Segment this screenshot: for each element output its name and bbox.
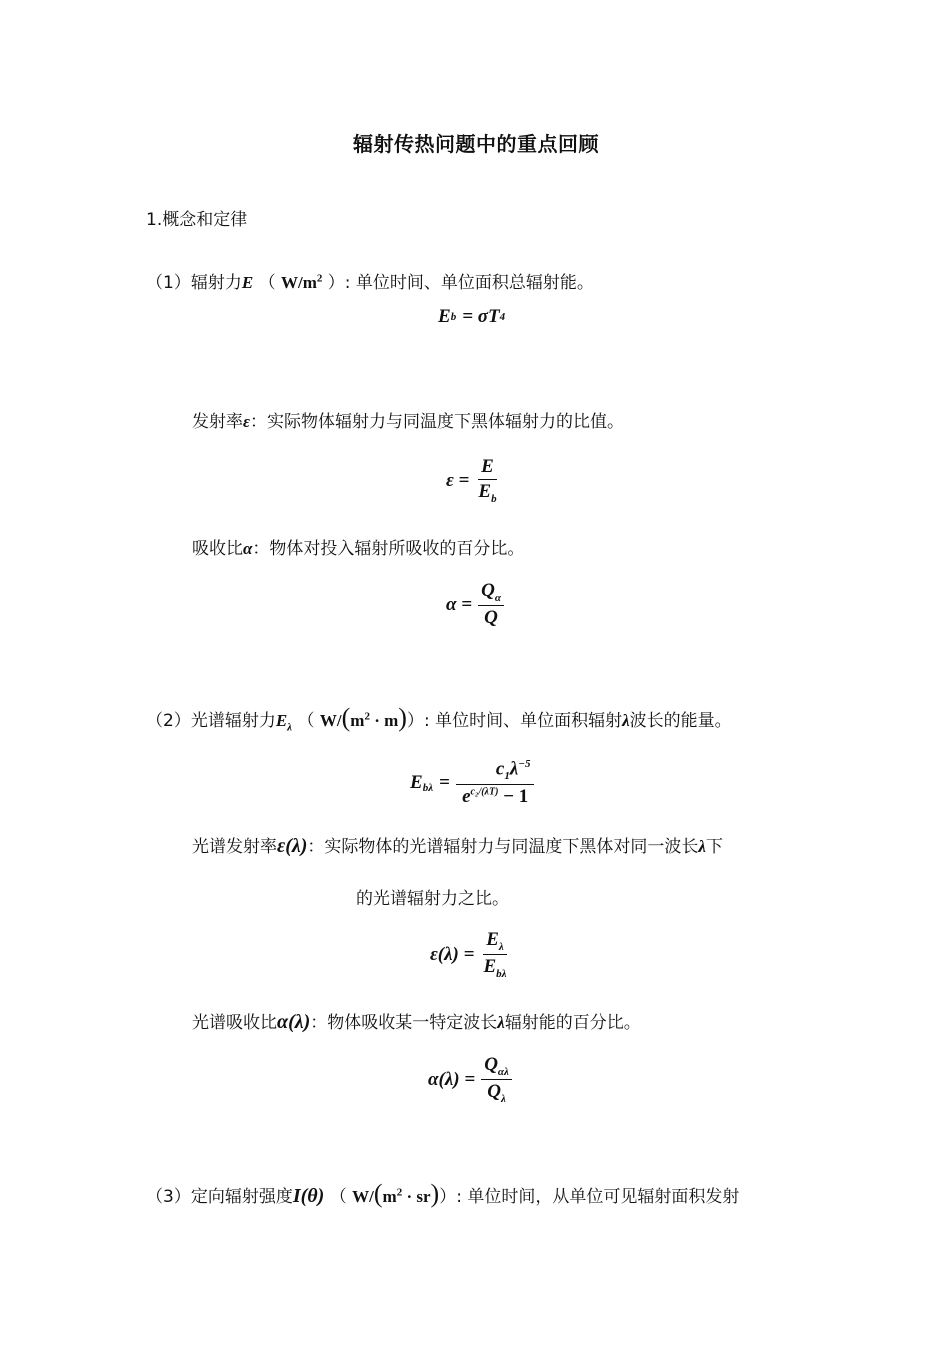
- item1-unit-exp: 2: [316, 272, 323, 285]
- formula-spectral-absorptivity-den: [484, 1080, 509, 1105]
- item3-unit-a: W/: [352, 1187, 374, 1206]
- item2-line: [146, 705, 732, 733]
- formula-absorptivity-lhs: α =: [446, 593, 473, 615]
- formula-absorptivity-num-main: Q: [481, 580, 495, 601]
- formula-planck-den-sup: c₂/(λT): [470, 786, 499, 798]
- formula-eb-lhs-sub: b: [450, 311, 457, 323]
- formula-emissivity-den: [475, 480, 499, 505]
- formula-eb-lhs: E: [438, 306, 451, 327]
- formula-spectral-emissivity-num: [483, 929, 507, 955]
- formula-planck-den: [459, 785, 531, 808]
- emissivity-line: [192, 407, 624, 432]
- formula-spectral-absorptivity-lhs: α(λ) =: [428, 1068, 476, 1090]
- item2-unit: [319, 703, 407, 732]
- formula-spectral-emissivity-fraction: [480, 929, 509, 981]
- item2-unit-c: · m: [369, 711, 399, 730]
- formula-emissivity-den-sub: b: [491, 492, 497, 505]
- item3-desc: : 单位时间，从单位可见辐射面积发射: [456, 1187, 740, 1207]
- item3-paren-close-glyph: ): [430, 1179, 440, 1208]
- item2-unit-exp: 2: [364, 710, 370, 723]
- formula-spectral-emissivity-num-main: E: [486, 929, 499, 950]
- item2-unit-close: ）: [406, 711, 424, 731]
- item1-desc: : 单位时间、单位面积总辐射能。: [344, 273, 594, 293]
- item2-symbol: E: [275, 711, 288, 730]
- spectral-emissivity-lambda: λ: [698, 837, 706, 856]
- spectral-absorptivity-desc-a: ：物体吸收某一特定波长: [310, 1013, 498, 1033]
- item1-unit-close: ）: [327, 273, 345, 293]
- item3-line: [146, 1181, 739, 1208]
- formula-planck-num-lambda: λ: [509, 758, 519, 780]
- formula-planck-fraction: [456, 758, 535, 808]
- item2-unit-open: （: [297, 711, 315, 731]
- formula-planck-num-sub: 1: [504, 770, 510, 783]
- item3-paren-open-glyph: (: [373, 1179, 383, 1208]
- item3-unit-open: （: [329, 1187, 347, 1207]
- spectral-emissivity-line: [192, 832, 723, 858]
- item2-unit-a: W/: [319, 711, 342, 730]
- formula-planck-lhs-sub: bλ: [422, 781, 434, 794]
- item2-lambda: λ: [622, 711, 630, 730]
- formula-spectral-emissivity-den: [480, 955, 509, 980]
- spectral-absorptivity-label: 光谱吸收比: [192, 1013, 277, 1033]
- spectral-absorptivity-symbol: α(λ): [277, 1011, 311, 1033]
- item2-paren-close-glyph: ): [398, 703, 407, 732]
- item3-unit-c: · sr: [402, 1187, 431, 1206]
- formula-spectral-emissivity-den-main: E: [483, 956, 497, 978]
- absorptivity-symbol: α: [243, 539, 253, 558]
- absorptivity-desc: ：物体对投入辐射所吸收的百分比。: [252, 539, 525, 559]
- item3-prefix: （3）定向辐射强度: [146, 1187, 293, 1207]
- item3-unit-close: ）: [439, 1187, 457, 1207]
- item3-unit: [352, 1179, 440, 1208]
- formula-planck-den-tail: − 1: [503, 785, 529, 807]
- formula-eb: [438, 306, 505, 328]
- item2-unit-b: m: [350, 711, 365, 730]
- item1-unit: [281, 273, 322, 292]
- formula-absorptivity: [446, 580, 504, 629]
- item1-unit-open: （: [258, 273, 276, 293]
- spectral-emissivity-label: 光谱发射率: [192, 837, 277, 857]
- formula-spectral-emissivity-den-sub: bλ: [496, 968, 507, 981]
- formula-spectral-absorptivity-den-sub: λ: [500, 1093, 506, 1106]
- formula-absorptivity-fraction: [478, 580, 504, 629]
- item2-prefix: （2）光谱辐射力: [146, 711, 276, 731]
- formula-planck-num: [456, 758, 535, 785]
- formula-spectral-absorptivity-fraction: [481, 1054, 512, 1106]
- spectral-absorptivity-lambda: λ: [497, 1013, 505, 1032]
- item3-unit-exp: 2: [396, 1186, 403, 1199]
- formula-emissivity-fraction: [475, 456, 499, 505]
- formula-spectral-absorptivity-num-main: Q: [484, 1054, 498, 1075]
- item1-unit-text: W/m: [280, 273, 317, 292]
- formula-spectral-emissivity-lhs: ε(λ) =: [430, 943, 475, 965]
- formula-emissivity-num: E: [478, 456, 497, 480]
- formula-absorptivity-den: Q: [484, 607, 498, 629]
- formula-emissivity-den-main: E: [478, 480, 492, 502]
- formula-absorptivity-num-sub: α: [494, 591, 501, 604]
- formula-spectral-absorptivity-num-sub: αλ: [497, 1065, 509, 1078]
- formula-emissivity: [446, 456, 500, 505]
- spectral-absorptivity-line: [192, 1008, 641, 1034]
- item1-prefix: （1）辐射力: [146, 273, 242, 293]
- formula-spectral-absorptivity-den-main: Q: [487, 1081, 501, 1103]
- formula-planck-num-sup: −5: [518, 758, 531, 770]
- spectral-emissivity-line2: 的光谱辐射力之比。: [356, 889, 509, 909]
- formula-planck: [410, 758, 534, 808]
- emissivity-label: 发射率: [192, 412, 243, 432]
- formula-planck-eq: =: [439, 771, 450, 793]
- section-heading: 1.概念和定律: [146, 210, 248, 230]
- spectral-emissivity-desc-b: 下: [705, 837, 723, 857]
- emissivity-symbol: ε: [243, 412, 250, 431]
- formula-planck-num-c: c: [495, 758, 505, 780]
- item3-unit-b: m: [382, 1187, 397, 1206]
- spectral-absorptivity-desc-b: 辐射能的百分比。: [504, 1013, 641, 1033]
- formula-spectral-absorptivity: [428, 1054, 512, 1106]
- spectral-emissivity-symbol: ε(λ): [277, 835, 308, 857]
- item1-line: [146, 268, 594, 293]
- formula-eb-rhs-sup: 4: [499, 311, 506, 323]
- formula-absorptivity-num: [478, 580, 504, 606]
- spectral-emissivity-desc-a: ：实际物体的光谱辐射力与同温度下黑体对同一波长: [307, 837, 699, 857]
- item2-desc-b: 波长的能量。: [629, 711, 732, 731]
- formula-spectral-emissivity-num-sub: λ: [498, 940, 504, 953]
- item2-paren-open-glyph: (: [341, 703, 351, 732]
- item1-symbol: E: [241, 273, 254, 292]
- formula-planck-lhs: E: [410, 771, 423, 793]
- formula-emissivity-lhs: ε =: [446, 469, 470, 491]
- page-title: 辐射传热问题中的重点回顾: [353, 132, 599, 156]
- formula-spectral-emissivity: [430, 929, 510, 981]
- emissivity-desc: ：实际物体辐射力与同温度下黑体辐射力的比值。: [249, 412, 624, 432]
- formula-spectral-absorptivity-num: [481, 1054, 512, 1080]
- item2-symbol-sub: λ: [287, 721, 293, 734]
- absorptivity-line: [192, 534, 524, 559]
- item3-symbol: I(θ): [292, 1185, 325, 1207]
- formula-eb-rhs: = σT: [462, 306, 500, 327]
- absorptivity-label: 吸收比: [192, 539, 243, 559]
- item2-desc-a: : 单位时间、单位面积辐射: [423, 711, 623, 731]
- formula-planck-den-e: e: [462, 785, 471, 807]
